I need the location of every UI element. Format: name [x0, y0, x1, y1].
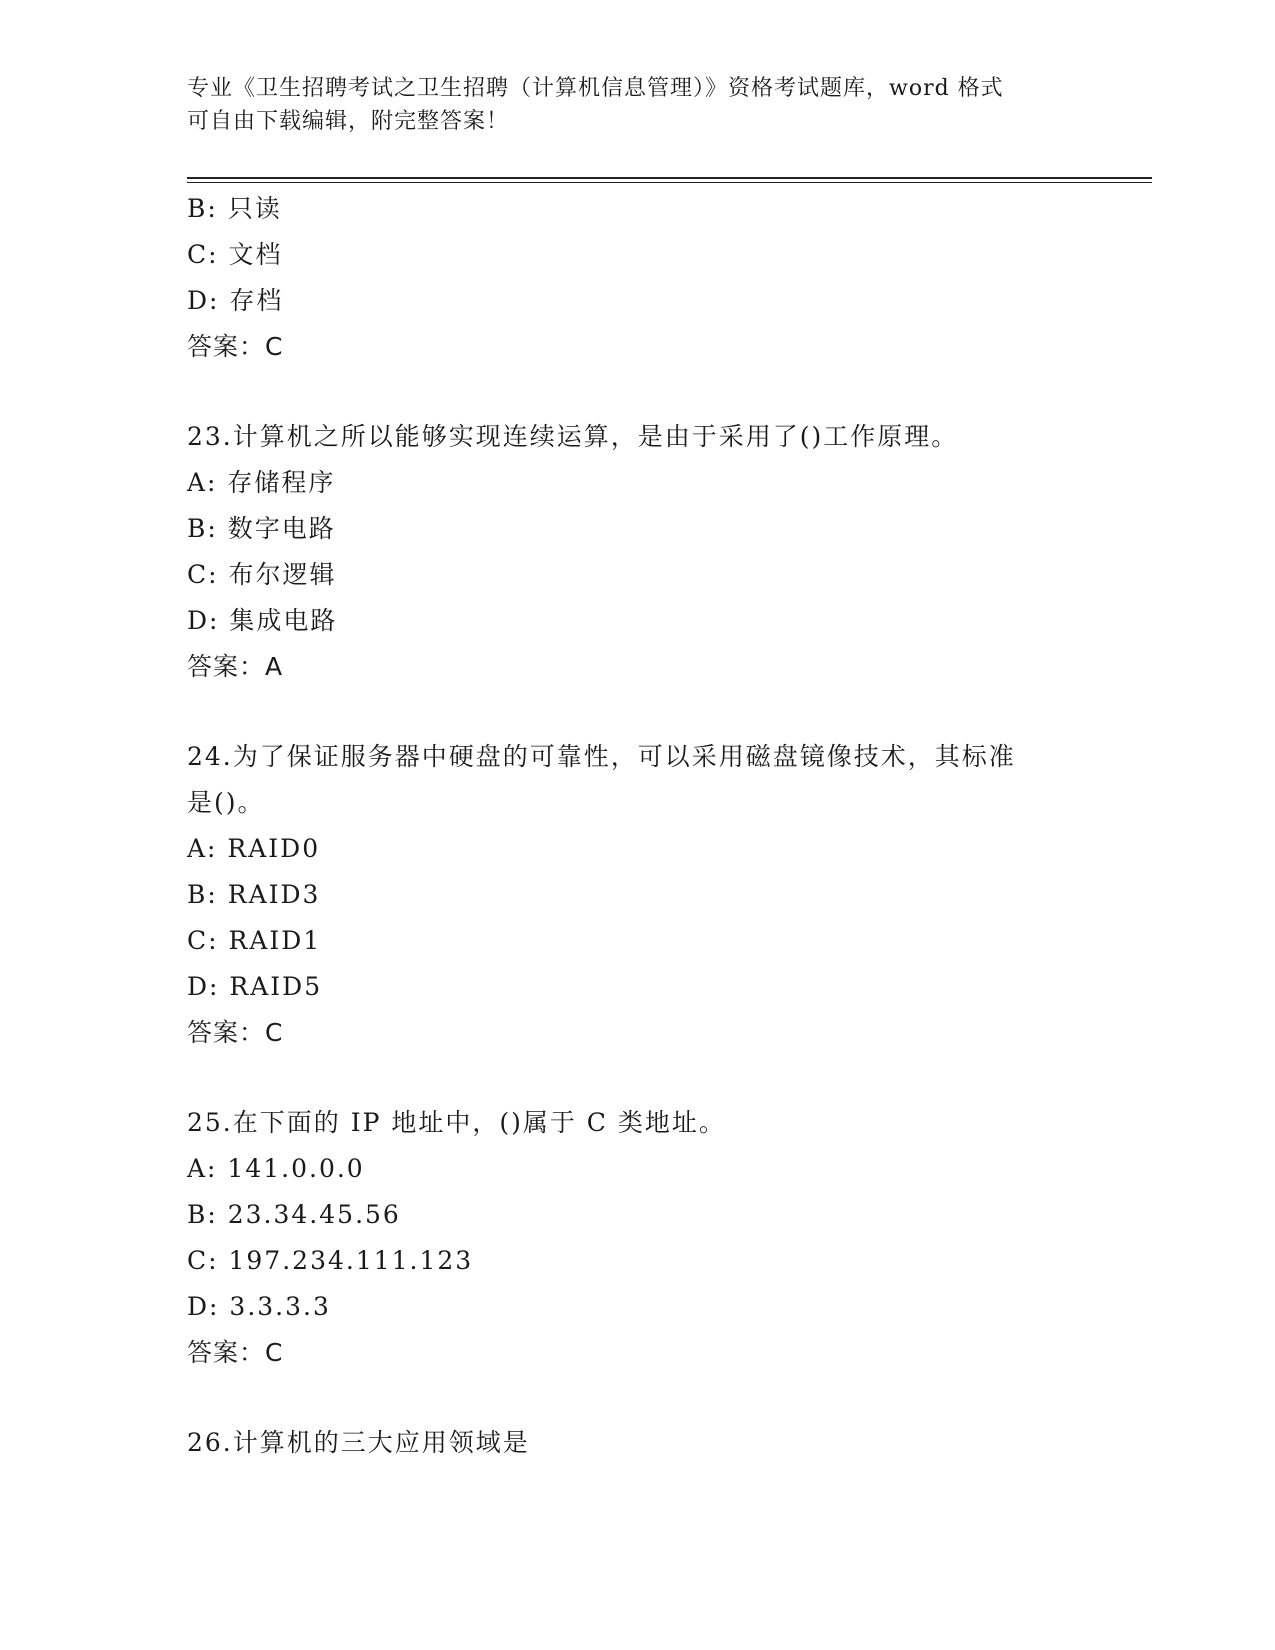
option-b: B: RAID3 — [187, 880, 321, 909]
header-line-1: 专业《卫生招聘考试之卫生招聘（计算机信息管理）》资格考试题库，word 格式 — [187, 76, 1004, 101]
option-b: B: 只读 — [187, 194, 282, 223]
question-text: 25.在下面的 IP 地址中，()属于 C 类地址。 — [187, 1108, 726, 1137]
spacer — [187, 1376, 1087, 1420]
question-25 — [187, 1100, 1087, 1376]
question-23 — [187, 414, 1087, 690]
question-22-continued — [187, 186, 1087, 370]
option-a: A: 存储程序 — [187, 468, 336, 497]
answer: 答案：C — [187, 1338, 284, 1367]
document-header — [187, 72, 1087, 138]
question-text: 23.计算机之所以能够实现连续运算，是由于采用了()工作原理。 — [187, 422, 959, 451]
question-text-line-2: 是()。 — [187, 788, 265, 817]
question-text-line-1: 24.为了保证服务器中硬盘的可靠性，可以采用磁盘镜像技术，其标准 — [187, 742, 1016, 771]
option-c: C: 文档 — [187, 240, 283, 269]
option-d: D: 3.3.3.3 — [187, 1292, 331, 1321]
option-d: D: 存档 — [187, 286, 284, 315]
question-text: 26.计算机的三大应用领域是 — [187, 1428, 530, 1457]
option-a: A: RAID0 — [187, 834, 321, 863]
option-c: C: RAID1 — [187, 926, 322, 955]
option-c: C: 197.234.111.123 — [187, 1246, 474, 1275]
document-body — [187, 186, 1087, 1466]
question-26 — [187, 1420, 1087, 1466]
spacer — [187, 1056, 1087, 1100]
header-line-2: 可自由下载编辑，附完整答案！ — [187, 109, 510, 134]
option-a: A: 141.0.0.0 — [187, 1154, 365, 1183]
option-d: D: RAID5 — [187, 972, 323, 1001]
spacer — [187, 370, 1087, 414]
answer: 答案：C — [187, 332, 284, 361]
spacer — [187, 690, 1087, 734]
header-divider-thick — [187, 177, 1152, 179]
option-d: D: 集成电路 — [187, 606, 338, 635]
answer: 答案：A — [187, 652, 284, 681]
option-b: B: 数字电路 — [187, 514, 336, 543]
header-divider-thin — [187, 182, 1152, 183]
question-24 — [187, 734, 1087, 1056]
answer: 答案：C — [187, 1018, 284, 1047]
option-c: C: 布尔逻辑 — [187, 560, 337, 589]
option-b: B: 23.34.45.56 — [187, 1200, 401, 1229]
